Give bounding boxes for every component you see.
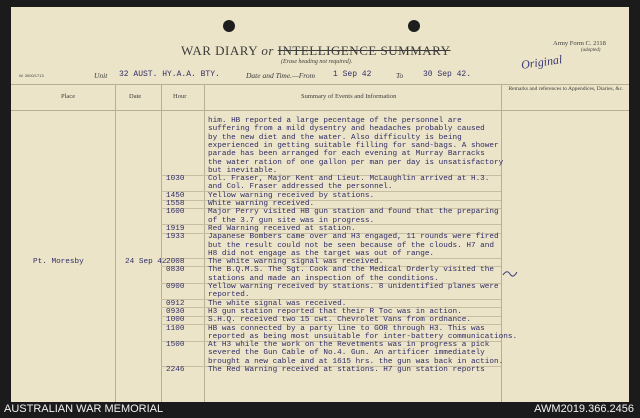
col-divider-remarks — [501, 84, 502, 402]
army-form-label: Army Form C. 2118 — [553, 40, 606, 47]
entry-text: experienced in getting suitable filling for sand-bags. A shower — [208, 141, 499, 150]
entry-text: S.H.Q. received two 15 cwt. Chevrolet Vans from ordnance. — [208, 316, 471, 325]
entry-text: the water ration of one gallon per man per day is unsatisfactory — [208, 158, 504, 167]
date-from-value: 1 Sep 42 — [333, 70, 372, 79]
entry-text: severed the Gun Cable of No.4. Gun. An artificer immediately — [208, 349, 485, 358]
archive-footer — [0, 402, 640, 418]
entry-text: White warning received. — [208, 200, 315, 208]
remark-tick-mark — [501, 267, 519, 281]
entry-hour: 1933 — [166, 233, 185, 242]
entry-text: but the result could not be seen because of the clouds. H7 and — [208, 241, 495, 250]
title-intelligence-summary: INTELLIGENCE SUMMARY — [277, 43, 451, 58]
entry-text: Japanese Bombers came over and H3 engaged, 11 rounds were fired — [208, 233, 499, 242]
diary-title — [181, 43, 451, 59]
entry-text: brought a new cable and at 1615 hrs. the gun was back in action. — [208, 357, 504, 366]
col-header-summary: Summary of Events and Information — [301, 93, 397, 100]
entry-text: The white signal was received. — [208, 299, 347, 308]
entry-hour: 1100 — [166, 324, 185, 333]
entry-hour: 0900 — [166, 283, 185, 291]
entry-text: reported. — [208, 291, 250, 300]
entry-hour: 0830 — [166, 266, 185, 275]
entry-hour: 2008 — [166, 258, 185, 267]
entry-text: of the 3.7 gun site was in progress. — [208, 216, 375, 225]
entry-text: Yellow warning received by stations. — [208, 191, 375, 200]
entry-text: The Red Warning received at stations. H7 gun station reports — [208, 366, 485, 374]
entry-text: Red Warning received at station. — [208, 224, 356, 233]
entry-text: parade has been arranged for each evening at Murray Barracks — [208, 150, 485, 159]
date-to-label: To — [396, 71, 404, 80]
col-header-date: Date — [129, 93, 142, 100]
date-to-value: 30 Sep 42. — [423, 70, 472, 79]
unit-label: Unit — [94, 71, 108, 80]
title-war-diary: WAR DIARY — [181, 43, 258, 58]
entry-text: and Col. Fraser addressed the personnel. — [208, 183, 393, 192]
handwritten-note: Original — [520, 52, 564, 72]
entry-text: Yellow warning received by stations. 8 unidentified planes were — [208, 283, 499, 291]
unit-value: 32 AUST. HY.A.A. BTY. — [119, 70, 220, 79]
punch-hole-right — [408, 20, 420, 32]
entry-hour: 0930 — [166, 307, 185, 316]
army-form-sub: (adopted) — [581, 48, 601, 53]
punch-hole-left — [223, 20, 235, 32]
entry-text: H8 did not engage as the target was out of range. — [208, 249, 435, 258]
entry-hour: 1030 — [166, 175, 185, 184]
table-header-line — [11, 110, 629, 111]
war-diary-sheet — [11, 7, 629, 402]
entry-hour: 1450 — [166, 191, 185, 200]
col-header-remarks: Remarks and references to Appendices, Diaries, &c. — [508, 86, 624, 92]
title-or: or — [261, 43, 274, 58]
entry-hour: 1000 — [166, 316, 185, 325]
entry-hour: 1500 — [166, 341, 185, 350]
title-subtitle: (Erase heading not required). — [281, 59, 353, 65]
entry-text: but inevitable. — [208, 166, 278, 175]
entry-hour: 1558 — [166, 200, 185, 208]
entry-text: Col. Fraser, Major Kent and Lieut. McLaughlin arrived at H.3. — [208, 175, 490, 184]
footer-reference: AWM2019.366.2456 — [534, 403, 634, 415]
entry-hour: 0912 — [166, 299, 185, 308]
form-print-code: W. 3000/1713 — [19, 73, 44, 78]
col-divider-summary — [204, 84, 205, 402]
date-from-label: Date and Time.—From — [246, 71, 316, 80]
entry-text: suffering from a mild dysentry and headaches probably caused — [208, 125, 485, 134]
col-header-place: Place — [61, 93, 76, 100]
entry-text: Major Perry visited HB gun station and found that the preparing — [208, 208, 499, 217]
entry-hour: 1600 — [166, 208, 185, 217]
entry-text: At H3 while the work on the Revetments was in progress a pick — [208, 341, 490, 350]
entry-hour: 2246 — [166, 366, 185, 374]
entry-text: him. HB reported a large pecentage of the personnel are — [208, 117, 462, 125]
entry-text: reported as being most unsuitable for inter-battery communications. — [208, 332, 518, 341]
col-divider-date — [115, 84, 116, 402]
entry-text: stations and made an inspection of the conditions. — [208, 274, 439, 283]
entry-text: H3 gun station reported that their R Toc was in action. — [208, 307, 462, 316]
footer-institution: AUSTRALIAN WAR MEMORIAL — [4, 403, 164, 415]
place-entry: Pt. Moresby — [33, 258, 84, 266]
col-divider-hour — [161, 84, 162, 402]
table-top-line — [11, 84, 629, 85]
col-header-hour: Hour — [173, 93, 187, 100]
entry-text: HB was connected by a party line to GOR through H3. This was — [208, 324, 485, 333]
entry-text: The B.Q.M.S. The Sgt. Cook and the Medical Orderly visited the — [208, 266, 495, 275]
entry-text: The white warning signal was received. — [208, 258, 384, 267]
date-entry: 24 Sep 42 — [125, 258, 167, 266]
entry-hour: 1919 — [166, 224, 185, 233]
entry-text: by the new diet and the water. Also difficulty is being — [208, 133, 462, 142]
